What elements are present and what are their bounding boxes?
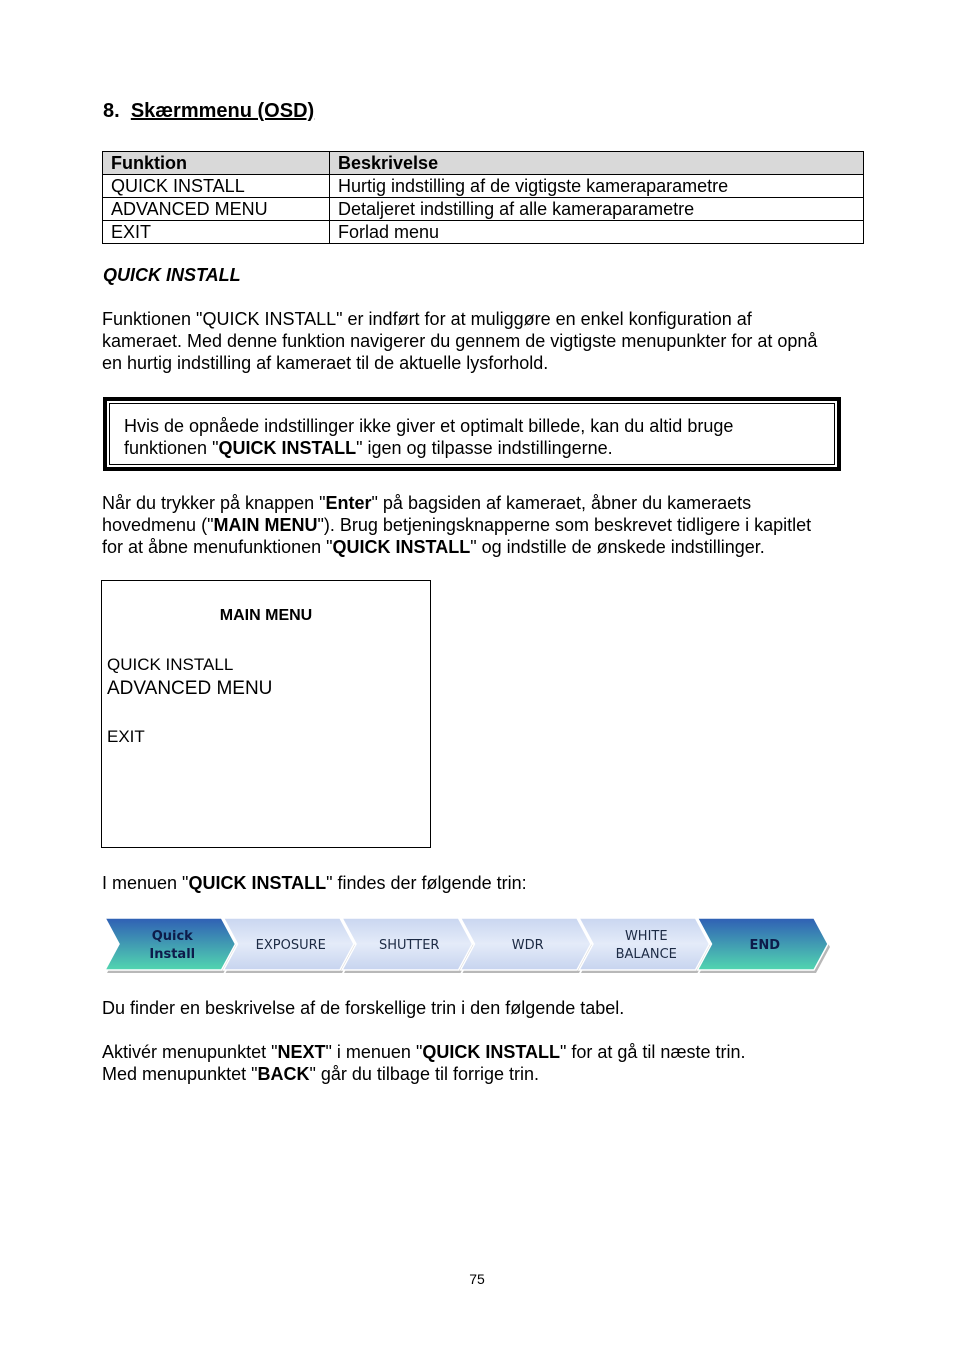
bold-text: BACK bbox=[257, 1064, 310, 1084]
bold-text: QUICK INSTALL bbox=[422, 1042, 560, 1062]
menu-item-advanced-menu: ADVANCED MENU bbox=[107, 678, 273, 699]
step-label: WDR bbox=[511, 938, 544, 953]
menu-title: MAIN MENU bbox=[219, 607, 313, 624]
enter-paragraph bbox=[102, 492, 882, 558]
text: I menuen " bbox=[102, 873, 189, 893]
table-cell: Detaljeret indstilling af alle kameraparametre bbox=[330, 198, 864, 221]
table-cell: EXIT bbox=[103, 221, 330, 244]
step-chevron bbox=[579, 918, 710, 970]
navigation-paragraph bbox=[102, 1041, 882, 1085]
text: Med menupunktet " bbox=[102, 1064, 258, 1084]
text: Når du trykker på knappen " bbox=[102, 493, 326, 513]
table-cell: Forlad menu bbox=[330, 221, 864, 244]
text: " findes der følgende trin: bbox=[326, 873, 527, 893]
paragraph-line bbox=[102, 536, 882, 558]
paragraph-line bbox=[102, 492, 882, 514]
step-label: SHUTTER bbox=[379, 938, 440, 953]
text: " for at gå til næste trin. bbox=[560, 1042, 746, 1062]
text: " og indstille de ønskede indstillinger. bbox=[470, 537, 765, 557]
text: Aktivér menupunktet " bbox=[102, 1042, 278, 1062]
function-table bbox=[102, 151, 864, 244]
main-menu-illustration bbox=[101, 580, 431, 848]
quick-install-steps-diagram bbox=[105, 914, 845, 976]
text: "). Brug betjeningsknapperne som beskrevet tidligere i kapitlet bbox=[317, 515, 812, 535]
paragraph-line: kameraet. Med denne funktion navigerer du gennem de vigtigste menupunkter for at opnå bbox=[102, 331, 818, 351]
page-number: 75 bbox=[469, 1271, 485, 1287]
step-label: Install bbox=[149, 947, 196, 962]
steps-shapes bbox=[105, 918, 828, 970]
bold-text: Enter bbox=[325, 493, 372, 513]
paragraph-line bbox=[102, 514, 882, 536]
step-label: BALANCE bbox=[615, 947, 677, 962]
paragraph-line: en hurtig indstilling af kameraet til de aktuelle lysforhold. bbox=[102, 353, 549, 373]
step-label: END bbox=[749, 938, 781, 953]
paragraph-line bbox=[102, 1041, 882, 1063]
section-heading bbox=[103, 100, 314, 123]
section-title: Skærmmenu (OSD) bbox=[130, 100, 315, 122]
table-cell: QUICK INSTALL bbox=[103, 175, 330, 198]
step-label: EXPOSURE bbox=[255, 938, 326, 953]
text: " går du tilbage til forrige trin. bbox=[309, 1064, 539, 1084]
note-box-inner bbox=[109, 403, 835, 465]
table-cell: Hurtig indstilling af de vigtigste kameraparametre bbox=[330, 175, 864, 198]
table-row bbox=[103, 175, 864, 198]
paragraph-line bbox=[102, 1063, 882, 1085]
note-text: funktionen " bbox=[124, 438, 219, 458]
text: hovedmenu (" bbox=[102, 515, 214, 535]
text: for at åbne menufunktionen " bbox=[102, 537, 333, 557]
note-box bbox=[103, 397, 841, 471]
menu-item-exit: EXIT bbox=[107, 727, 145, 746]
table-cell: ADVANCED MENU bbox=[103, 198, 330, 221]
table-header-description: Beskrivelse bbox=[330, 152, 864, 175]
table-reference-paragraph: Du finder en beskrivelse af de forskellige trin i den følgende tabel. bbox=[102, 998, 625, 1018]
steps-intro-paragraph bbox=[102, 872, 882, 894]
note-text: " igen og tilpasse indstillingerne. bbox=[356, 438, 613, 458]
bold-text: QUICK INSTALL bbox=[188, 873, 327, 893]
table-row bbox=[103, 221, 864, 244]
note-line: Hvis de opnåede indstillinger ikke giver et optimalt billede, kan du altid bruge bbox=[124, 416, 734, 436]
step-chevron bbox=[105, 918, 236, 970]
menu-item-quick-install: QUICK INSTALL bbox=[107, 655, 234, 674]
table-header-row bbox=[103, 152, 864, 175]
step-label: WHITE bbox=[624, 929, 668, 944]
bold-text: NEXT bbox=[277, 1042, 326, 1062]
intro-paragraph bbox=[102, 308, 882, 374]
text: " på bagsiden af kameraet, åbner du kameraets bbox=[371, 493, 752, 513]
table-header-function: Funktion bbox=[103, 152, 330, 175]
note-bold: QUICK INSTALL bbox=[218, 438, 357, 458]
bold-text: MAIN MENU bbox=[213, 515, 318, 535]
section-number: 8. bbox=[103, 100, 120, 122]
paragraph-line: Funktionen "QUICK INSTALL" er indført for at muliggøre en enkel konfiguration af bbox=[102, 309, 752, 329]
text: " i menuen " bbox=[325, 1042, 423, 1062]
bold-text: QUICK INSTALL bbox=[332, 537, 471, 557]
step-label: Quick bbox=[151, 929, 193, 944]
subheading: QUICK INSTALL bbox=[103, 265, 241, 285]
table-row bbox=[103, 198, 864, 221]
note-line bbox=[124, 437, 834, 459]
